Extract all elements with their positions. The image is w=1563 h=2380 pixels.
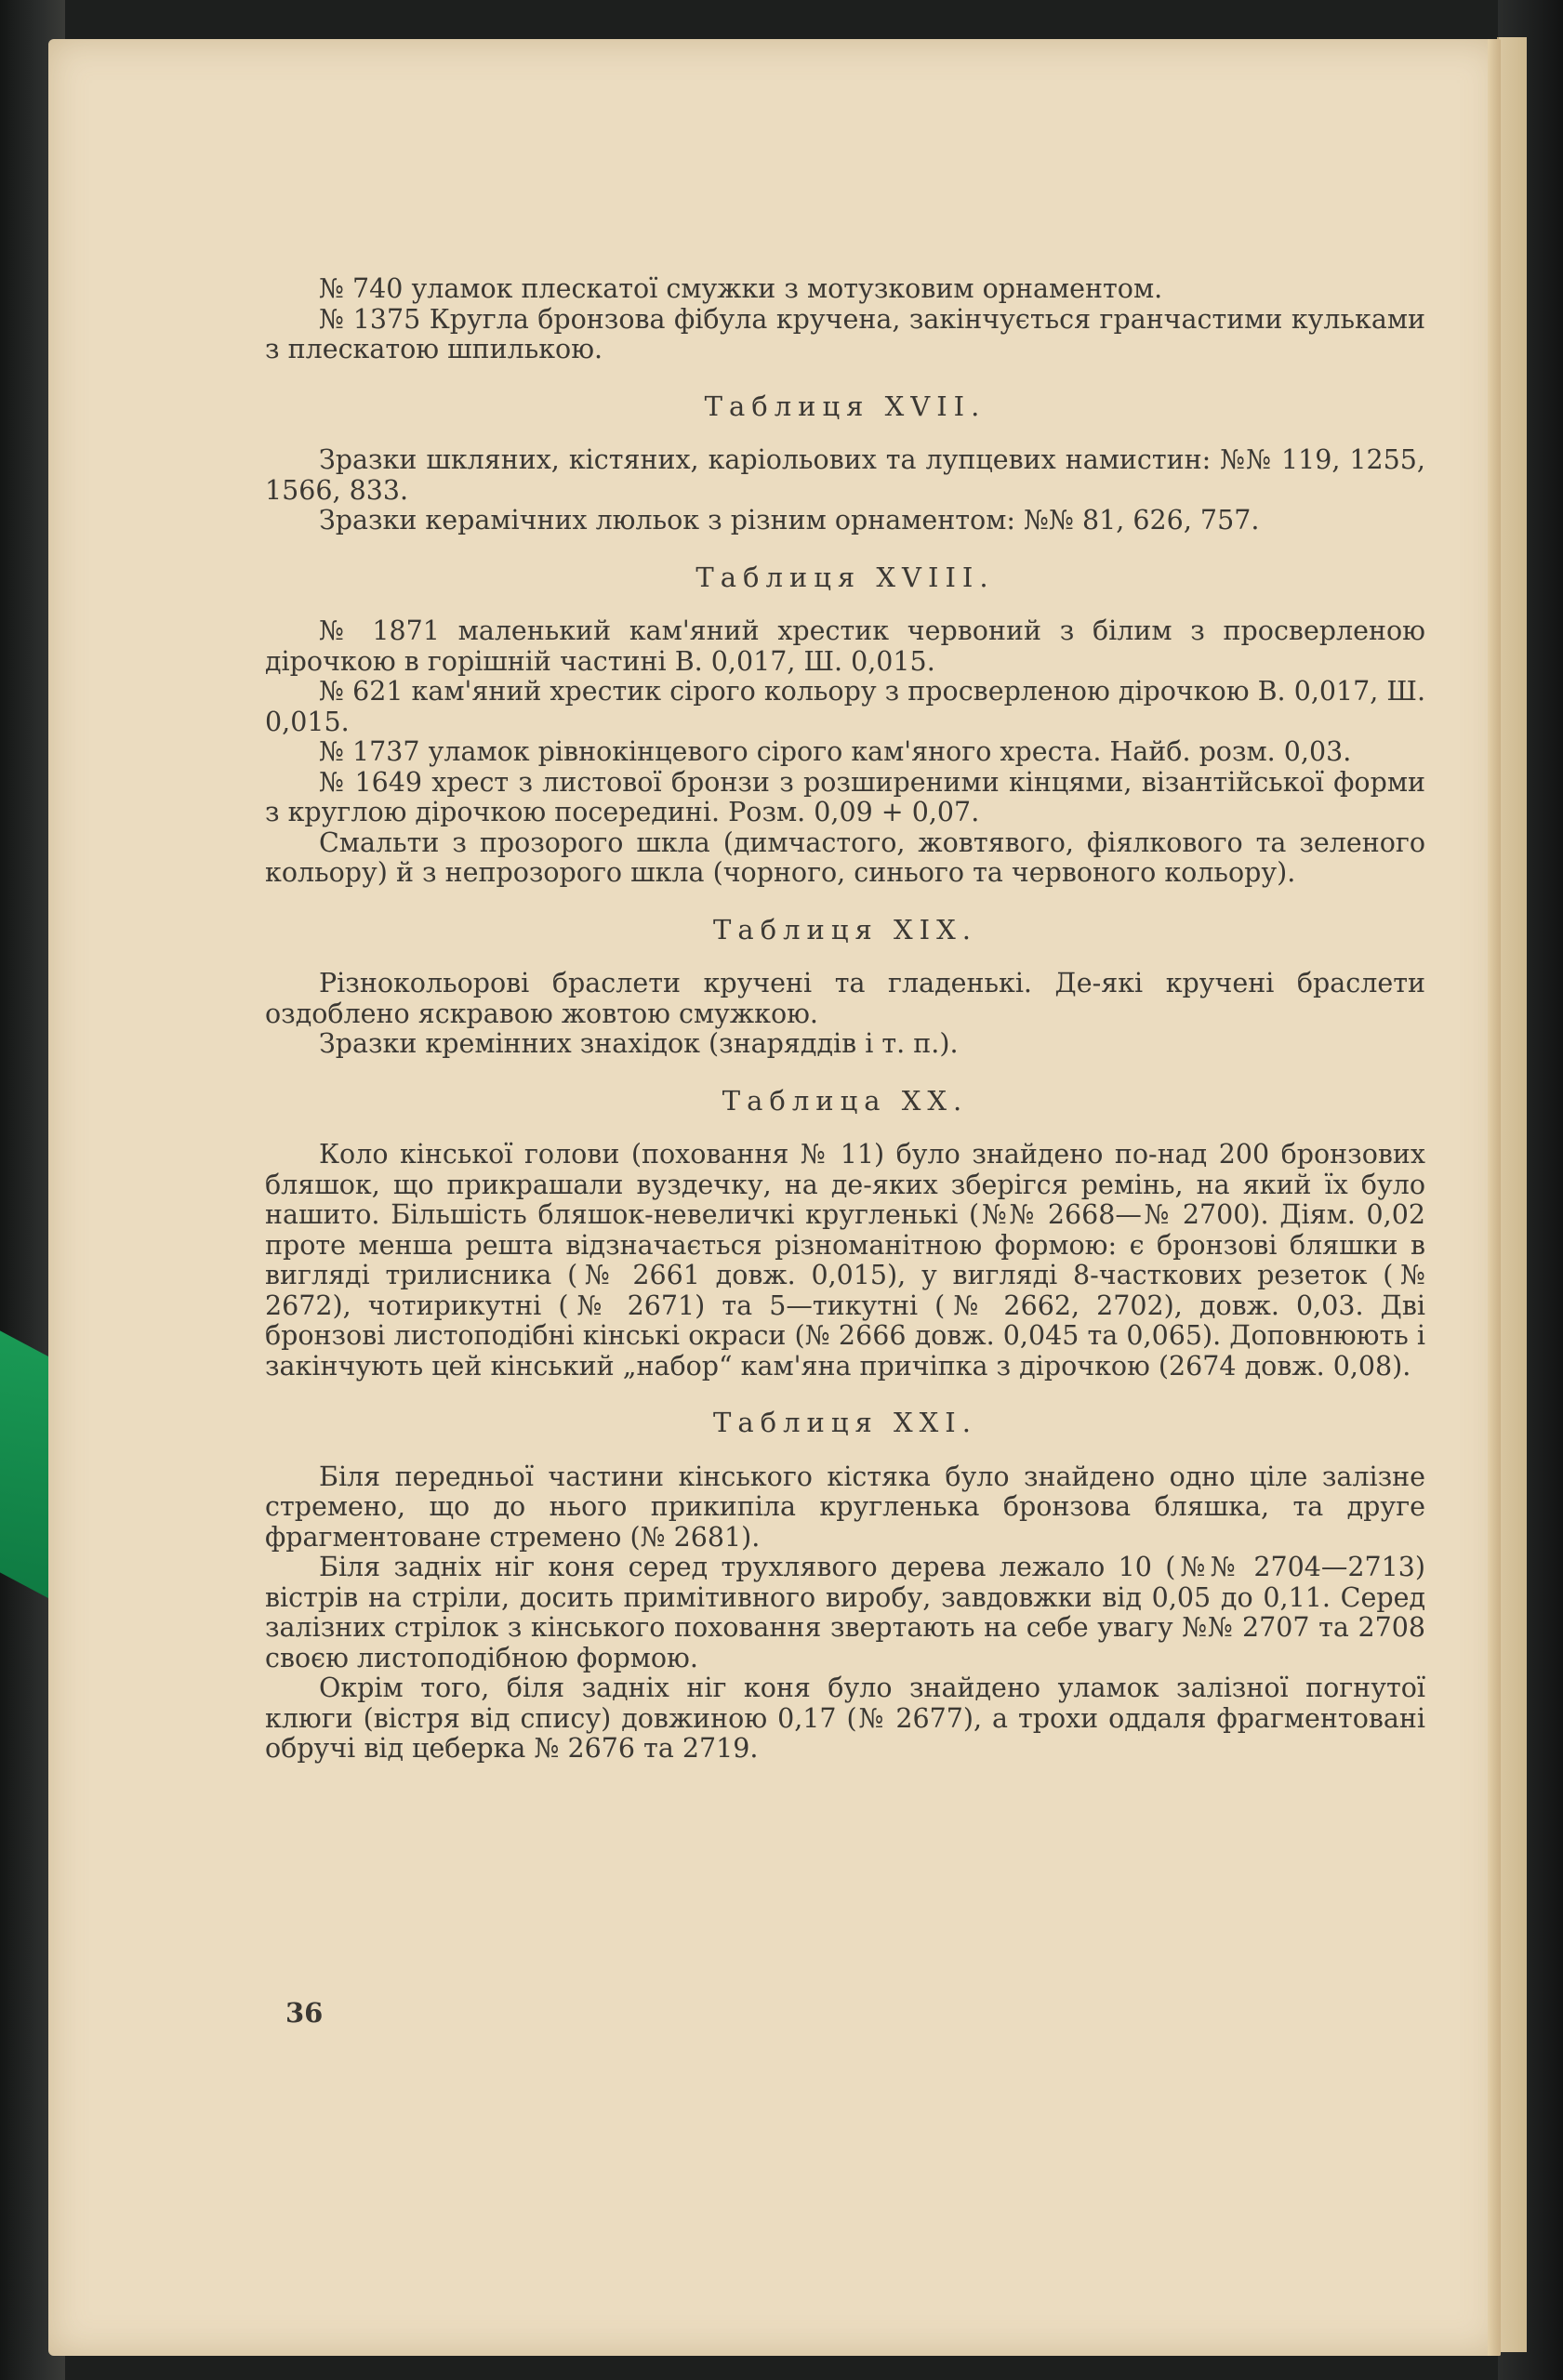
page-number: 36 <box>285 1997 324 2029</box>
paragraph: № 1375 Кругла бронзова фібула кручена, закінчується гранчастими кульками з плескатою шпилькою. <box>265 303 1425 364</box>
paragraph: Біля передньої частини кінського кістяка було знайдено одно ціле залізне стремено, що до нього прикипіла кругленька бронзова бляшка, та друге фрагментоване стремено (№ 2681). <box>265 1461 1425 1553</box>
paragraph: № 1737 уламок рівнокінцевого сірого кам'яного хреста. Найб. розм. 0,03. <box>319 736 1352 767</box>
paragraph: Біля задніх ніг коня серед трухлявого дерева лежало 10 (№№ 2704—2713) вістрів на стріли, досить примітивного виробу, завдовжки від 0,05 до 0,11. Серед залізних стрілок з кінського поховання звертають на себе увагу №№ 2707 та 2708 своєю листоподібною формою. <box>265 1552 1425 1673</box>
table-heading: Таблица XX. <box>722 1084 969 1117</box>
paragraph: Різнокольорові браслети кручені та гладенькі. Де-які кручені браслети оздоблено яскравою жовтою смужкою. <box>265 968 1425 1029</box>
next-page-edge <box>1497 37 1527 2352</box>
paragraph: № 1871 маленький кам'яний хрестик червоний з білим з просверленою дірочкою в горішній частині В. 0,017, Ш. 0,015. <box>265 615 1425 677</box>
table-heading: Таблиця XIX. <box>713 913 977 945</box>
paragraph: Окрім того, біля задніх ніг коня було знайдено уламок залізної погнутої клюги (вістря від спису) довжиною 0,17 (№ 2677), а трохи оддаля фрагментовані обручі від цеберка № 2676 та 2719. <box>265 1673 1425 1764</box>
page-edge-shadow <box>1488 39 1501 2356</box>
paragraph: Коло кінської голови (поховання № 11) було знайдено по-над 200 бронзових бляшок, що прикрашали вуздечку, на де-яких зберігся ремінь, на який їх було нашито. Більшість бляшок-невеличкі кругленькі (№№ 2668—№ 2700). Діям. 0,02 проте менша решта відзначається різноманітною формою: є бронзові бляшки в вигляді трилисника (№ 2661 довж. 0,015), у вигляді 8-часткових резеток (№ 2672), чотирикутні (№ 2671) та 5—тикутні (№ 2662, 2702), довж. 0,03. Дві бронзові листоподібні кінські окраси (№ 2666 довж. 0,045 та 0,065). Доповнюють і закінчують цей кінський „набор“ кам'яна причіпка з дірочкою (2674 довж. 0,08). <box>265 1139 1425 1382</box>
paragraph: Зразки кремінних знахідок (знаряддів і т. п.). <box>319 1028 959 1059</box>
table-heading: Таблиця XVIII. <box>695 561 995 593</box>
page-content <box>265 274 1425 1765</box>
paragraph: № 1649 хрест з листової бронзи з розширеними кінцями, візантійської форми з круглою дірочкою посередині. Розм. 0,09 + 0,07. <box>265 766 1425 827</box>
paragraph: Зразки керамічних люльок з різним орнаментом: №№ 81, 626, 757. <box>319 505 1260 536</box>
paragraph: Смальти з прозорого шкла (димчастого, жовтявого, фіялкового та зеленого кольору) й з непрозорого шкла (чорного, синього та червоного кольору). <box>265 826 1425 888</box>
paragraph: Зразки шкляних, кістяних, каріольових та лупцевих намистин: №№ 119, 1255, 1566, 833. <box>265 444 1425 506</box>
table-heading: Таблиця XVII. <box>704 390 987 422</box>
paragraph: № 621 кам'яний хрестик сірого кольору з просверленою дірочкою В. 0,017, Ш. 0,015. <box>265 676 1425 737</box>
table-heading: Таблиця XXI. <box>713 1407 977 1438</box>
paragraph: № 740 уламок плескатої смужки з мотузковим орнаментом. <box>319 273 1163 304</box>
